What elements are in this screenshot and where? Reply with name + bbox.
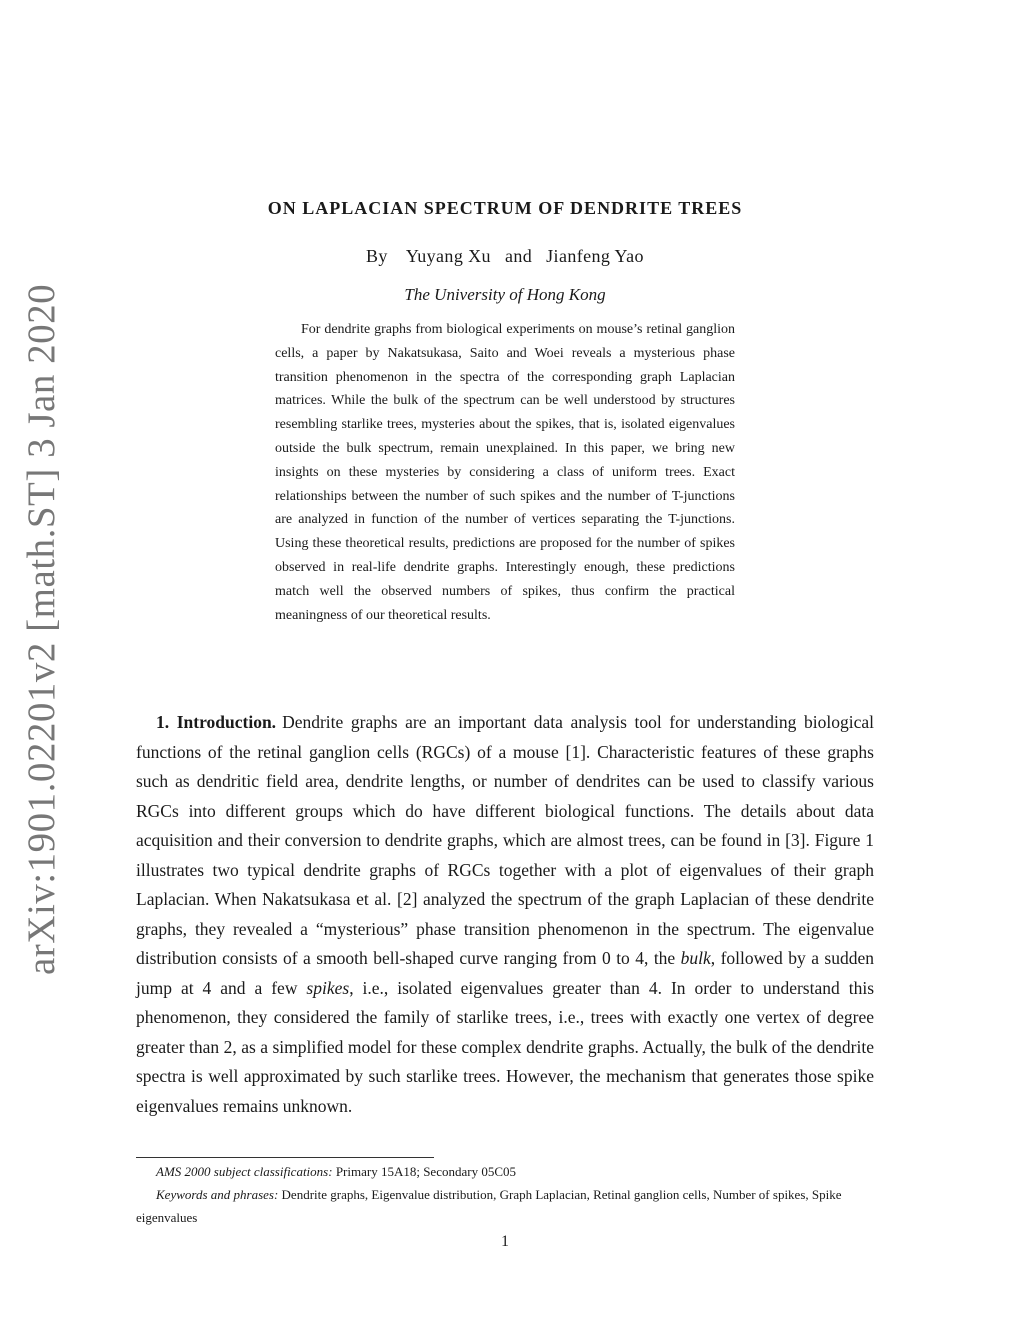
intro-text: , followed by a sudden jump at 4 and a few — [136, 948, 874, 998]
author-byline — [0, 246, 1010, 267]
intro-text: Dendrite graphs are an important data analysis tool for understanding biological functions of the retinal ganglion cells (RGCs) of a mouse [1]. Characteristic features of these graphs such as dendritic field area, dendrite lengths, or number of dendrites can be used to classify various RGCs into different groups which do have different biological functions. The details about data acquisition and their conversion to dendrite graphs, which are almost trees, can be found in [3]. Figure 1 illustrates two typical dendrite graphs of RGCs together with a plot of eigenvalues of their graph Laplacian. When Nakatsukasa et al. [2] analyzed the spectrum of the graph Laplacian of these dendrite graphs, they revealed a “mysterious” phase transition phenomenon in the spectrum. The eigenvalue distribution consists of a smooth bell-shaped curve ranging from 0 to 4, the — [136, 712, 874, 968]
footnote-text: Dendrite graphs, Eigenvalue distribution, Graph Laplacian, Retinal ganglion cells, Number of spikes, Spike eigenvalues — [136, 1187, 842, 1225]
author-name: Jianfeng Yao — [546, 246, 644, 266]
footnote-label: Keywords and phrases: — [156, 1187, 279, 1202]
abstract: For dendrite graphs from biological experiments on mouse’s retinal ganglion cells, a paper by Nakatsukasa, Saito and Woei reveals a mysterious phase transition phenomenon in the spectra of the corresponding graph Laplacian matrices. While the bulk of the spectrum can be well understood by structures resembling starlike trees, mysteries about the spikes, that is, isolated eigenvalues outside the bulk spectrum, remain unexplained. In this paper, we bring new insights on these mysteries by considering a class of uniform trees. Exact relationships between the number of such spikes and the number of T-junctions are analyzed in function of the number of vertices separating the T-junctions. Using these theoretical results, predictions are proposed for the number of spikes observed in real-life dendrite graphs. Interestingly enough, these predictions match well the observed numbers of spikes, thus confirm the practical meaningness of our theoretical results. — [275, 322, 735, 623]
intro-text: , i.e., isolated eigenvalues greater than 4. In order to understand this phenomenon, they considered the family of starlike trees, i.e., trees with exactly one vertex of degree greater than 2, as a simplified model for these complex dendrite graphs. Actually, the bulk of the dendrite spectra is well approximated by such starlike trees. However, the mechanism that generates those spike eigenvalues remains unknown. — [136, 977, 874, 1116]
keywords-footnote — [136, 1183, 876, 1229]
bulk-term: bulk — [680, 948, 711, 968]
footnote-text: Primary 15A18; Secondary 05C05 — [332, 1164, 516, 1179]
footnote-label: AMS 2000 subject classifications: — [156, 1164, 333, 1179]
introduction-section — [136, 708, 874, 1121]
byline-by: By — [366, 246, 388, 266]
author-affiliation: The University of Hong Kong — [404, 285, 606, 304]
paper-title: ON LAPLACIAN SPECTRUM OF DENDRITE TREES — [267, 198, 743, 218]
ams-classification-footnote — [136, 1160, 876, 1183]
section-heading: 1. Introduction. — [156, 712, 277, 732]
footnote-rule — [136, 1157, 434, 1158]
page-number: 1 — [501, 1233, 509, 1250]
byline-and: and — [504, 246, 533, 266]
spikes-term: spikes — [306, 977, 350, 998]
footnotes — [136, 1160, 876, 1229]
arxiv-identifier-stamp[interactable]: arXiv:1901.02201v2 [math.ST] 3 Jan 2020 — [20, 283, 63, 975]
author-name: Yuyang Xu — [405, 246, 491, 266]
